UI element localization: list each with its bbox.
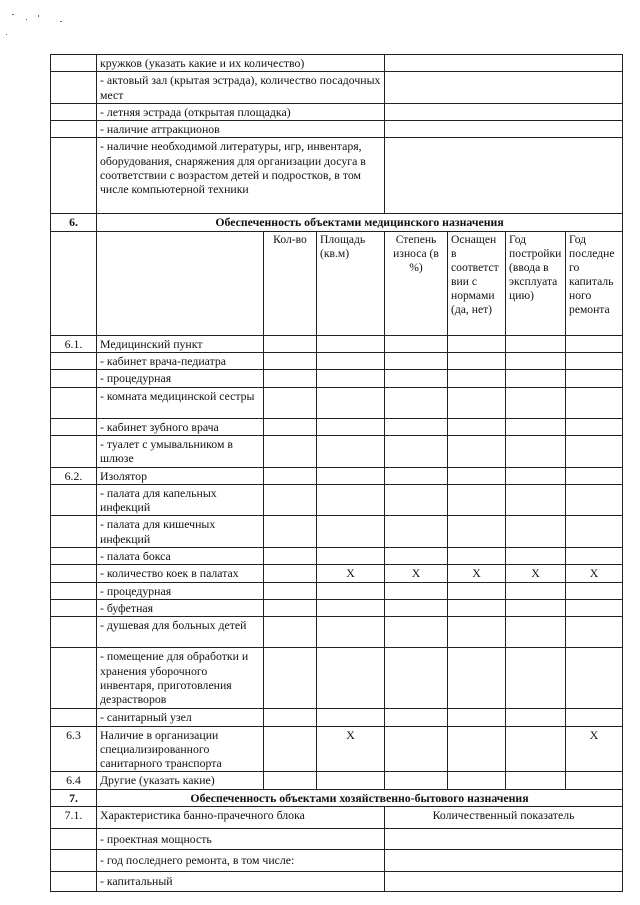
value-cell <box>385 617 448 648</box>
value-cell <box>448 418 506 435</box>
row-label: - санитарный узел <box>97 709 264 726</box>
column-header-area: Площадь (кв.м) <box>317 231 385 335</box>
value-cell <box>385 850 623 872</box>
row-label: - наличие необходимой литературы, игр, инвентаря, оборудования, снаряжения для организации досуга в соответствии с возрастом детей и подростков, в том числе компьютерной техники <box>97 138 385 214</box>
value-cell <box>506 516 566 548</box>
value-cell <box>506 335 566 352</box>
row-number <box>51 516 97 548</box>
column-header-quantity: Количественный показатель <box>385 807 623 829</box>
table-row <box>51 72 623 104</box>
row-label: - кабинет зубного врача <box>97 418 264 435</box>
value-cell <box>566 617 623 648</box>
row-label: - буфетная <box>97 599 264 616</box>
row-label: - летняя эстрада (открытая площадка) <box>97 103 385 120</box>
value-cell <box>448 484 506 516</box>
table-row <box>51 516 623 548</box>
row-number <box>51 484 97 516</box>
row-number: 6.2. <box>51 467 97 484</box>
value-cell <box>264 370 317 387</box>
value-cell: X <box>317 565 385 582</box>
table-row <box>51 387 623 418</box>
value-cell <box>506 582 566 599</box>
row-number-cell <box>51 121 97 138</box>
value-cell <box>264 709 317 726</box>
section-title-row <box>51 214 623 231</box>
value-cell <box>385 467 448 484</box>
value-cell <box>566 435 623 467</box>
value-cell: X <box>385 565 448 582</box>
value-cell <box>448 516 506 548</box>
column-header-count: Кол-во <box>264 231 317 335</box>
row-label: - процедурная <box>97 582 264 599</box>
value-cell <box>264 335 317 352</box>
value-cell: X <box>317 726 385 772</box>
value-cell <box>385 335 448 352</box>
value-cell <box>385 370 448 387</box>
section-title-row <box>51 789 623 806</box>
row-number-cell <box>51 55 97 72</box>
scan-speck <box>12 14 14 15</box>
value-cell <box>506 353 566 370</box>
value-cell <box>506 617 566 648</box>
value-cell <box>448 387 506 418</box>
value-cell <box>317 484 385 516</box>
column-header-build-year: Год постройки (ввода в эксплуатацию) <box>506 231 566 335</box>
value-cell <box>385 829 623 850</box>
value-cell <box>506 435 566 467</box>
value-cell <box>264 726 317 772</box>
value-cell <box>566 599 623 616</box>
table-row <box>51 565 623 582</box>
table-row <box>51 103 623 120</box>
value-cell <box>264 467 317 484</box>
row-label: - проектная мощность <box>97 829 385 850</box>
row-number <box>51 435 97 467</box>
value-cell <box>506 418 566 435</box>
value-cell <box>264 565 317 582</box>
value-cell: X <box>566 565 623 582</box>
value-cell <box>385 548 448 565</box>
value-cell <box>317 387 385 418</box>
value-cell <box>506 484 566 516</box>
row-label: - наличие аттракционов <box>97 121 385 138</box>
value-cell <box>566 484 623 516</box>
value-cell <box>566 709 623 726</box>
row-label: Другие (указать какие) <box>97 772 264 789</box>
value-cell <box>385 103 623 120</box>
value-cell <box>317 418 385 435</box>
value-cell <box>264 484 317 516</box>
row-number: 6.3 <box>51 726 97 772</box>
table-row <box>51 121 623 138</box>
value-cell <box>317 370 385 387</box>
value-cell <box>264 617 317 648</box>
row-label: - кабинет врача-педиатра <box>97 353 264 370</box>
table-row <box>51 548 623 565</box>
row-label: - палата бокса <box>97 548 264 565</box>
value-cell <box>385 772 448 789</box>
value-cell <box>317 772 385 789</box>
row-number <box>51 709 97 726</box>
row-label: кружков (указать какие и их количество) <box>97 55 385 72</box>
table-row <box>51 138 623 214</box>
value-cell <box>385 418 448 435</box>
row-number <box>51 582 97 599</box>
row-label: - комната медицинской сестры <box>97 387 264 418</box>
value-cell <box>385 484 448 516</box>
row-label <box>97 231 264 335</box>
value-cell <box>566 353 623 370</box>
value-cell <box>566 467 623 484</box>
value-cell <box>566 335 623 352</box>
row-label: Изолятор <box>97 467 264 484</box>
value-cell <box>448 467 506 484</box>
scan-speck <box>6 34 7 35</box>
row-number: 7.1. <box>51 807 97 829</box>
row-number <box>51 548 97 565</box>
row-label: Медицинский пункт <box>97 335 264 352</box>
value-cell <box>448 726 506 772</box>
table-row <box>51 370 623 387</box>
value-cell <box>317 467 385 484</box>
table-row <box>51 335 623 352</box>
section-title: Обеспеченность объектами хозяйственно-бытового назначения <box>97 789 623 806</box>
value-cell <box>264 418 317 435</box>
scan-speck <box>60 21 62 22</box>
value-cell <box>566 772 623 789</box>
section-number: 7. <box>51 789 97 806</box>
section-number: 6. <box>51 214 97 231</box>
table-row <box>51 726 623 772</box>
row-number <box>51 599 97 616</box>
column-header-repair-year: Год последнего капитального ремонта <box>566 231 623 335</box>
value-cell <box>448 599 506 616</box>
row-label: - процедурная <box>97 370 264 387</box>
value-cell <box>264 599 317 616</box>
value-cell <box>506 548 566 565</box>
table-row <box>51 648 623 709</box>
value-cell <box>506 370 566 387</box>
table-row <box>51 872 623 892</box>
value-cell <box>566 582 623 599</box>
value-cell <box>448 435 506 467</box>
value-cell <box>566 370 623 387</box>
row-number-cell <box>51 829 97 850</box>
table-row <box>51 772 623 789</box>
value-cell <box>506 467 566 484</box>
value-cell <box>264 387 317 418</box>
table-row <box>51 435 623 467</box>
row-label: - туалет с умывальником в шлюзе <box>97 435 264 467</box>
value-cell <box>385 55 623 72</box>
value-cell <box>317 516 385 548</box>
row-number-cell <box>51 138 97 214</box>
value-cell <box>385 121 623 138</box>
table-row <box>51 807 623 829</box>
value-cell <box>385 435 448 467</box>
scan-speck <box>38 15 39 17</box>
value-cell <box>506 648 566 709</box>
row-label: - помещение для обработки и хранения уборочного инвентаря, приготовления дезрастворов <box>97 648 264 709</box>
table-row <box>51 418 623 435</box>
table-row <box>51 850 623 872</box>
column-header-wear: Степень износа (в %) <box>385 231 448 335</box>
value-cell <box>506 772 566 789</box>
value-cell: X <box>448 565 506 582</box>
row-number <box>51 387 97 418</box>
scan-speck <box>26 19 27 20</box>
row-number <box>51 370 97 387</box>
value-cell <box>448 335 506 352</box>
value-cell <box>385 648 448 709</box>
row-number-cell <box>51 72 97 104</box>
value-cell <box>506 709 566 726</box>
table-row <box>51 484 623 516</box>
table-row <box>51 55 623 72</box>
value-cell <box>317 335 385 352</box>
value-cell <box>506 599 566 616</box>
row-number <box>51 418 97 435</box>
value-cell <box>317 709 385 726</box>
row-number <box>51 648 97 709</box>
value-cell <box>448 353 506 370</box>
table-row <box>51 829 623 850</box>
value-cell <box>385 599 448 616</box>
row-label: - палата для кишечных инфекций <box>97 516 264 548</box>
value-cell <box>385 872 623 892</box>
column-header-equipped: Оснащен в соответствии с нормами (да, нет) <box>448 231 506 335</box>
value-cell <box>566 387 623 418</box>
value-cell <box>448 709 506 726</box>
value-cell <box>448 548 506 565</box>
value-cell <box>317 353 385 370</box>
row-number <box>51 565 97 582</box>
value-cell <box>385 353 448 370</box>
value-cell: X <box>566 726 623 772</box>
value-cell <box>385 72 623 104</box>
row-number <box>51 617 97 648</box>
value-cell <box>385 516 448 548</box>
value-cell <box>317 435 385 467</box>
table-row <box>51 582 623 599</box>
row-label: - количество коек в палатах <box>97 565 264 582</box>
value-cell <box>385 387 448 418</box>
value-cell <box>506 387 566 418</box>
row-number-cell <box>51 231 97 335</box>
value-cell <box>317 648 385 709</box>
value-cell <box>566 516 623 548</box>
column-header-row <box>51 231 623 335</box>
row-label: Характеристика банно-прачечного блока <box>97 807 385 829</box>
value-cell <box>448 648 506 709</box>
row-number: 6.1. <box>51 335 97 352</box>
value-cell <box>448 617 506 648</box>
table-row <box>51 617 623 648</box>
row-number <box>51 353 97 370</box>
value-cell <box>385 582 448 599</box>
value-cell <box>264 648 317 709</box>
value-cell <box>566 548 623 565</box>
row-label: - душевая для больных детей <box>97 617 264 648</box>
table-row <box>51 709 623 726</box>
row-label: - палата для капельных инфекций <box>97 484 264 516</box>
value-cell <box>264 435 317 467</box>
value-cell <box>264 516 317 548</box>
table-row <box>51 353 623 370</box>
value-cell <box>317 617 385 648</box>
form-table-body <box>51 55 623 892</box>
value-cell <box>385 726 448 772</box>
row-label: - актовый зал (крытая эстрада), количество посадочных мест <box>97 72 385 104</box>
row-number-cell <box>51 872 97 892</box>
facility-form-table <box>50 54 623 892</box>
row-number-cell <box>51 103 97 120</box>
row-number: 6.4 <box>51 772 97 789</box>
value-cell <box>317 548 385 565</box>
value-cell <box>566 418 623 435</box>
value-cell <box>264 582 317 599</box>
value-cell: X <box>506 565 566 582</box>
table-row <box>51 467 623 484</box>
value-cell <box>385 138 623 214</box>
value-cell <box>385 709 448 726</box>
value-cell <box>264 548 317 565</box>
table-row <box>51 599 623 616</box>
section-title: Обеспеченность объектами медицинского назначения <box>97 214 623 231</box>
row-number-cell <box>51 850 97 872</box>
row-label: Наличие в организации специализированного санитарного транспорта <box>97 726 264 772</box>
value-cell <box>506 726 566 772</box>
value-cell <box>264 353 317 370</box>
value-cell <box>264 772 317 789</box>
value-cell <box>317 582 385 599</box>
row-label: - капитальный <box>97 872 385 892</box>
value-cell <box>566 648 623 709</box>
value-cell <box>448 370 506 387</box>
row-label: - год последнего ремонта, в том числе: <box>97 850 385 872</box>
value-cell <box>317 599 385 616</box>
value-cell <box>448 772 506 789</box>
value-cell <box>448 582 506 599</box>
